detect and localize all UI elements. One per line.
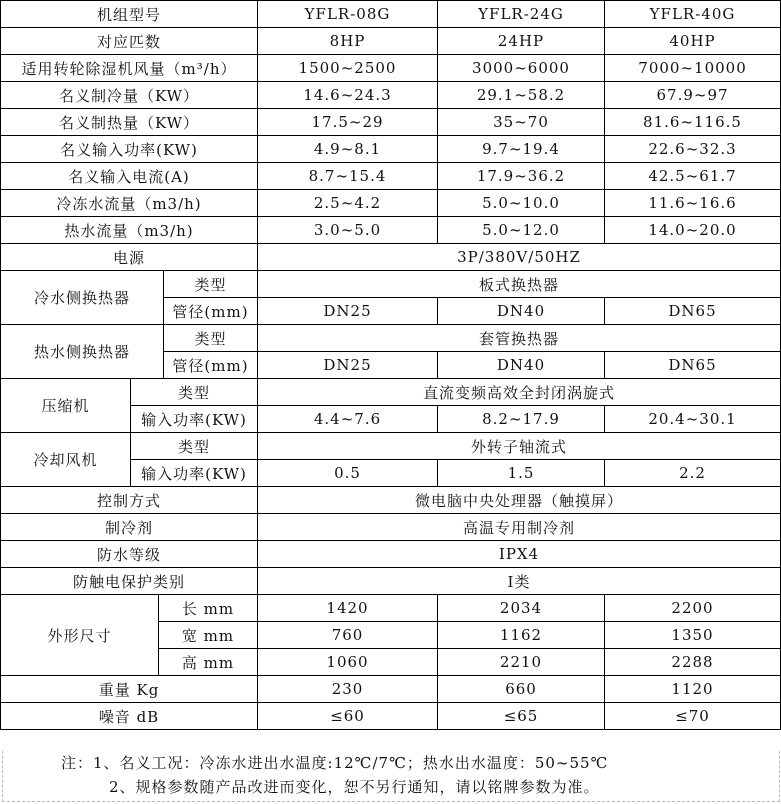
row-label: 防触电保护类别 — [1, 568, 258, 595]
cell: 2210 — [438, 649, 605, 676]
refrigerant-row — [1, 514, 781, 541]
cell: 1060 — [258, 649, 438, 676]
cell: ≤60 — [258, 703, 438, 730]
cell: 1120 — [605, 676, 781, 703]
row-label: 热水流量（m3/h) — [1, 217, 258, 244]
cell: 29.1~58.2 — [438, 82, 605, 109]
power-row — [1, 244, 781, 271]
cold-hx-type-row — [1, 271, 781, 298]
cell: 2200 — [605, 595, 781, 622]
cell: DN40 — [438, 298, 605, 325]
cell: 8.2~17.9 — [438, 406, 605, 433]
sub-label: 高 mm — [159, 649, 258, 676]
cell: 24HP — [438, 28, 605, 55]
group-label: 压缩机 — [1, 379, 131, 433]
compressor-type-row — [1, 379, 781, 406]
cell: DN25 — [258, 298, 438, 325]
note-line: 2、规格参数随产品改进而变化，恕不另行通知，请以铭牌参数为准。 — [109, 778, 600, 796]
cell: 7000~10000 — [605, 55, 781, 82]
model-cell: YFLR-08G — [258, 1, 438, 28]
row-label: 制冷剂 — [1, 514, 258, 541]
hot-hx-type-row — [1, 325, 781, 352]
row-label: 适用转轮除湿机风量（m³/h） — [1, 55, 258, 82]
sub-label: 宽 mm — [159, 622, 258, 649]
row-label: 电源 — [1, 244, 258, 271]
cell: 1162 — [438, 622, 605, 649]
sub-label: 类型 — [131, 433, 258, 460]
cell: 9.7~19.4 — [438, 136, 605, 163]
cell: 42.5~61.7 — [605, 163, 781, 190]
cell: 14.0~20.0 — [605, 217, 781, 244]
cell: 0.5 — [258, 460, 438, 487]
cell: 1420 — [258, 595, 438, 622]
cell: 3000~6000 — [438, 55, 605, 82]
cell: 17.9~36.2 — [438, 163, 605, 190]
cell: Ⅰ类 — [258, 568, 781, 595]
cell: 8.7~15.4 — [258, 163, 438, 190]
cell: 套管换热器 — [258, 325, 781, 352]
cell: 3.0~5.0 — [258, 217, 438, 244]
sub-label: 类型 — [164, 271, 258, 298]
cell: 230 — [258, 676, 438, 703]
cell: 20.4~30.1 — [605, 406, 781, 433]
cell: 5.0~12.0 — [438, 217, 605, 244]
sub-label: 长 mm — [159, 595, 258, 622]
cell: 2.5~4.2 — [258, 190, 438, 217]
cell: DN40 — [438, 352, 605, 379]
row-label: 防水等级 — [1, 541, 258, 568]
table-row — [1, 136, 781, 163]
sub-label: 输入功率(KW) — [131, 406, 258, 433]
cell: 1500~2500 — [258, 55, 438, 82]
row-label: 名义制热量（KW） — [1, 109, 258, 136]
cell: IPX4 — [258, 541, 781, 568]
cell: 760 — [258, 622, 438, 649]
table-row — [1, 190, 781, 217]
noise-row — [1, 703, 781, 730]
dims-length-row — [1, 595, 781, 622]
row-label: 名义制冷量（KW） — [1, 82, 258, 109]
row-label: 重量 Kg — [1, 676, 258, 703]
row-label: 名义输入功率(KW) — [1, 136, 258, 163]
cell: 外转子轴流式 — [258, 433, 781, 460]
cell: DN65 — [605, 298, 781, 325]
cell: ≤65 — [438, 703, 605, 730]
cell: 40HP — [605, 28, 781, 55]
waterproof-row — [1, 541, 781, 568]
row-label: 对应匹数 — [1, 28, 258, 55]
note-line: 注：1、名义工况：冷冻水进出水温度:12℃/7℃；热水出水温度：50~55℃ — [61, 754, 609, 772]
table-row — [1, 109, 781, 136]
weight-row — [1, 676, 781, 703]
sub-label: 管径(mm) — [164, 352, 258, 379]
cell: 67.9~97 — [605, 82, 781, 109]
group-label: 热水侧换热器 — [1, 325, 164, 379]
table-row — [1, 217, 781, 244]
cell: 高温专用制冷剂 — [258, 514, 781, 541]
table-row — [1, 82, 781, 109]
cell: 81.6~116.5 — [605, 109, 781, 136]
cell: 14.6~24.3 — [258, 82, 438, 109]
row-label: 控制方式 — [1, 487, 258, 514]
group-label: 冷却风机 — [1, 433, 131, 487]
cell: ≤70 — [605, 703, 781, 730]
cell: DN65 — [605, 352, 781, 379]
row-label: 名义输入电流(A) — [1, 163, 258, 190]
sub-label: 输入功率(KW) — [131, 460, 258, 487]
cell: 4.4~7.6 — [258, 406, 438, 433]
shock-row — [1, 568, 781, 595]
cell: 3P/380V/50HZ — [258, 244, 781, 271]
table-row — [1, 28, 781, 55]
notes — [2, 751, 780, 802]
sub-label: 管径(mm) — [164, 298, 258, 325]
group-label: 外形尺寸 — [1, 595, 159, 676]
cell: 2288 — [605, 649, 781, 676]
row-label: 噪音 dB — [1, 703, 258, 730]
header-row — [1, 1, 781, 28]
cell: 17.5~29 — [258, 109, 438, 136]
table-row — [1, 163, 781, 190]
cell: 1350 — [605, 622, 781, 649]
control-row — [1, 487, 781, 514]
cell: 微电脑中央处理器（触摸屏） — [258, 487, 781, 514]
cell: 4.9~8.1 — [258, 136, 438, 163]
row-label: 冷冻水流量（m3/h) — [1, 190, 258, 217]
cell: 1.5 — [438, 460, 605, 487]
cell: 22.6~32.3 — [605, 136, 781, 163]
cell: 660 — [438, 676, 605, 703]
group-label: 冷水侧换热器 — [1, 271, 164, 325]
row-label: 机组型号 — [1, 1, 258, 28]
cell: 2.2 — [605, 460, 781, 487]
fan-type-row — [1, 433, 781, 460]
sub-label: 类型 — [131, 379, 258, 406]
cell: 35~70 — [438, 109, 605, 136]
cell: DN25 — [258, 352, 438, 379]
table-row — [1, 55, 781, 82]
cell: 2034 — [438, 595, 605, 622]
sub-label: 类型 — [164, 325, 258, 352]
cell: 11.6~16.6 — [605, 190, 781, 217]
cell: 板式换热器 — [258, 271, 781, 298]
model-cell: YFLR-24G — [438, 1, 605, 28]
cell: 8HP — [258, 28, 438, 55]
cell: 直流变频高效全封闭涡旋式 — [258, 379, 781, 406]
cell: 5.0~10.0 — [438, 190, 605, 217]
model-cell: YFLR-40G — [605, 1, 781, 28]
